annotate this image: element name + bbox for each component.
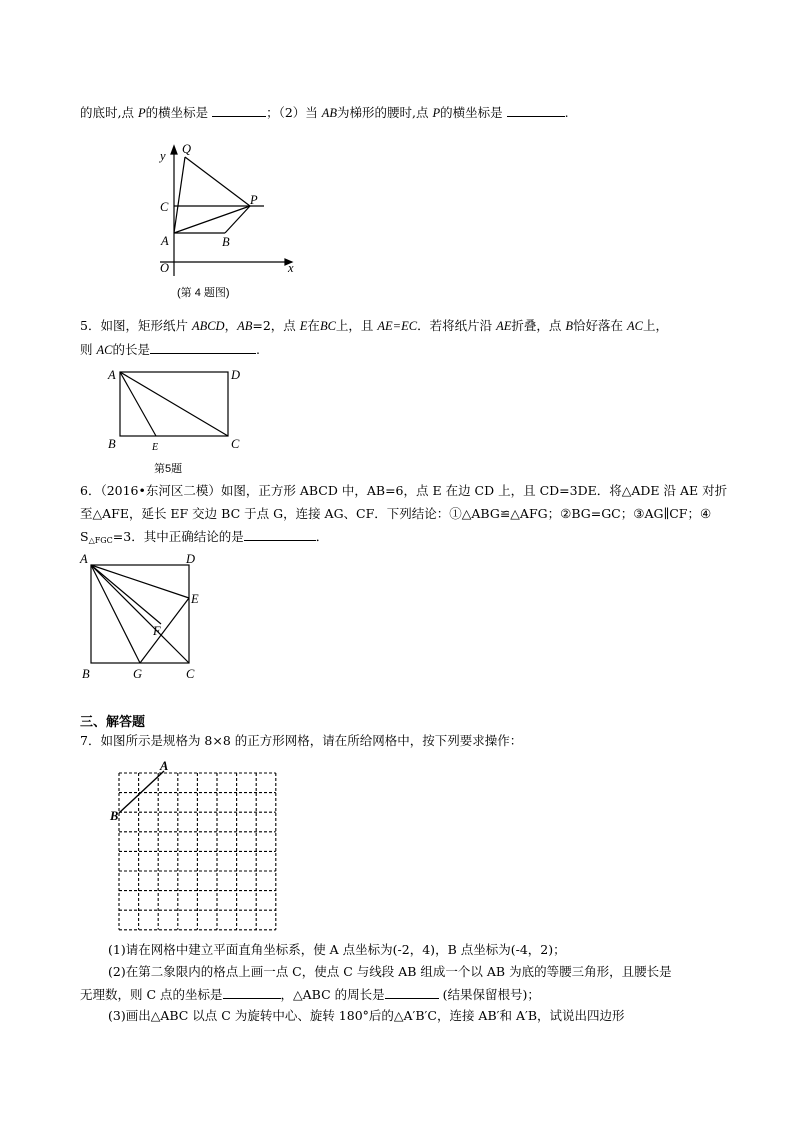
q6-line-1: 6．（2016•东河区二模）如图，正方形 ABCD 中，AB=6，点 E 在边 CD 上，且 CD=3DE．将△ADE 沿 AE 对折 — [80, 483, 728, 498]
q7-answer-blank-perimeter[interactable] — [385, 986, 439, 999]
q5-l2-a: 则 — [80, 342, 97, 357]
section-title: 三、解答题 — [80, 715, 146, 730]
q5-text-6: ．若将纸片沿 — [417, 318, 497, 333]
q6-label-f: F — [153, 624, 161, 638]
q6-label-b: B — [82, 667, 90, 681]
q4-text-e: 的横坐标是 — [440, 105, 507, 120]
q5-l2-c: 的长是 — [112, 342, 150, 357]
q4-label-x: x — [288, 261, 294, 275]
q6-label-g: G — [133, 667, 143, 681]
q4-label-q: Q — [182, 142, 192, 156]
q5-var-ac: AC — [626, 319, 643, 333]
q4-text-d: 为梯形的腰时,点 — [337, 105, 433, 120]
q4-end: . — [564, 105, 569, 120]
q7-part-2: (2)在第二象限内的格点上画一点 C，使点 C 与线段 AB 组成一个以 AB 为底的等腰三角形，且腰长是 — [108, 964, 672, 979]
q5-label-e: E — [152, 442, 159, 453]
q4-label-p: P — [250, 193, 258, 207]
q4-text-c: ；（2）当 — [266, 105, 322, 120]
q4-var-ab: AB — [321, 106, 338, 120]
q7-p2-b3: (结果保留根号)； — [438, 987, 540, 1002]
q5-label-b: B — [108, 437, 116, 451]
q7-grid — [119, 773, 276, 930]
q4-label-o: O — [160, 261, 170, 275]
q5-text-8: 恰好落在 — [572, 318, 627, 333]
q5-var-bc: BC — [319, 319, 336, 333]
q5-text-3: =2，点 — [252, 318, 300, 333]
q6-s: S — [80, 529, 89, 544]
q6-label-c: C — [186, 667, 195, 681]
q7-p2-b2: ，△ABC 的周长是 — [280, 987, 385, 1002]
q6-label-a: A — [80, 552, 88, 566]
q6-label-e: E — [191, 592, 199, 606]
q5-caption: 第5题 — [154, 463, 183, 475]
q5-var-aeec: AE=EC — [377, 319, 418, 333]
q5-text-7: 折叠，点 — [511, 318, 566, 333]
q4-label-c: C — [160, 200, 169, 214]
q5-l2-end: . — [255, 342, 260, 357]
q5-var-abcd: ABCD — [191, 319, 225, 333]
q7-line-1: 7．如图所示是规格为 8×8 的正方形网格，请在所给网格中，按下列要求操作： — [80, 733, 523, 748]
q7-answer-blank-c[interactable] — [223, 986, 281, 999]
q6-s-sub: △FGC — [88, 536, 113, 545]
q5-label-d: D — [231, 368, 241, 382]
q6-l3-b: =3．其中正确结论的是 — [112, 529, 244, 544]
q7-part-1: (1)请在网格中建立平面直角坐标系，使 A 点坐标为(-2，4)，B 点坐标为(-4，2)； — [108, 942, 566, 957]
q5-text-4: 在 — [307, 318, 320, 333]
q6-l3-end: ． — [315, 529, 329, 544]
q5-l2-ac: AC — [96, 343, 113, 357]
q5-label-c: C — [231, 437, 240, 451]
q6-line-2: 至△AFE，延长 EF 交边 BC 于点 G，连接 AG、CF．下列结论：①△ABG≌△AFG；②BG=GC；③AG∥CF；④ — [80, 506, 712, 521]
q5-text-2: ， — [224, 318, 238, 333]
q4-label-y: y — [160, 149, 166, 163]
q5-text-5: 上，且 — [335, 318, 378, 333]
q4-text-a: 的底时,点 — [80, 105, 138, 120]
q4-text-b: 的横坐标是 — [145, 105, 213, 120]
q5-label-a: A — [108, 368, 116, 382]
q7-p2-b1: 无理数，则 C 点的坐标是 — [80, 987, 223, 1002]
q5-var-e: E — [299, 319, 308, 333]
q5-var-ae: AE — [496, 319, 512, 333]
q5-var-ab: AB — [237, 319, 253, 333]
q7-part-3: (3)画出△ABC 以点 C 为旋转中心、旋转 180°后的△A′B′C，连接 AB′和 A′B，试说出四边形 — [108, 1008, 625, 1023]
q7-label-a: A — [160, 759, 169, 773]
q7-label-b: B — [110, 809, 119, 823]
q4-label-a: A — [161, 234, 169, 248]
q5-text-9: 上， — [642, 318, 668, 333]
q4-var-p: P — [137, 106, 146, 120]
q4-var-p-2: P — [432, 106, 441, 120]
q5-text-1: 5．如图，矩形纸片 — [80, 318, 192, 333]
q5-var-b: B — [565, 319, 573, 333]
q6-label-d: D — [186, 552, 196, 566]
q7-segment-ab — [119, 771, 164, 813]
q4-label-b: B — [222, 235, 230, 249]
q4-caption: (第 4 题图) — [177, 287, 230, 299]
q7-part-2-cont — [80, 986, 540, 1003]
